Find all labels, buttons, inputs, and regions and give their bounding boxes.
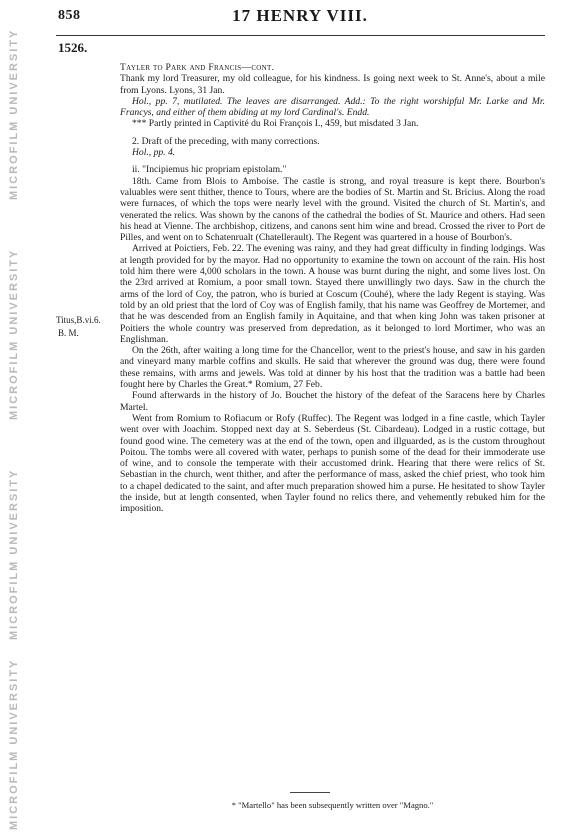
paragraph-romium: Went from Romium to Rofiacum or Rofy (Ruffec). The Regent was lodged in a fine castle, which Tayler went over with Joachim. Stopped next day at S. Seberdeus (St. Cibardeau). Lodged in a rustic cottage, but found good wine. The cemetery was at the end of the town, open and illguarded, as is the custom throughout Poitou. The tombs were all covered with water, perhaps to punish some of the dead for their immoderate use of wine, and to console the temperate with their accustomed drink. Hearing that there were relics of St. Sebastian in the church, went thither, and after the performance of mass, asked the chief priest, who took him to a chapel dedicated to the saint, and after much preparation showed him a purse. He hesitated to show Tayler the inside, but at length consented, when Tayler found no relics there, and vehemently rebuked him for the imposition. <box>120 412 545 515</box>
paragraph-draft: 2. Draft of the preceding, with many corrections. <box>132 135 320 147</box>
year-label: 1526. <box>58 40 88 55</box>
watermark-text-4: MICROFILM UNIVERSITY <box>8 658 20 830</box>
watermark-text-3: MICROFILM UNIVERSITY <box>8 468 20 640</box>
paragraph-draft-description: Hol., pp. 4. <box>132 147 176 159</box>
paragraph-closing: Thank my lord Treasurer, my old colleague, for his kindness. Is going next week to St. Anne's, about a mile from Lyons. Lyons, 31 Jan. <box>120 73 545 96</box>
paragraph-description: Hol., pp. 7, mutilated. The leaves are disarranged. Add.: To the right worshipful Mr. Larke and Mr. Francys, and either of them abiding at my lord Cardinal's. Endd. <box>120 95 545 119</box>
paragraph-bouchet: Found afterwards in the history of Jo. Bouchet the history of the defeat of the Saracens here by Charles Martel. <box>120 390 545 413</box>
running-title: 17 HENRY VIII. <box>232 6 368 25</box>
letter-heading: Tayler to Park and Francis—cont. <box>120 62 275 73</box>
paragraph-poictiers: Arrived at Poictiers, Feb. 22. The evening was rainy, and they had great difficulty in finding lodgings. Was at length provided for by the mayor. Had no opportunity to examine the town on account of the rain. His host told him there were 4,000 scholars in the town. A house was burnt during the night, and some lives lost. On the 23rd arrived at Romium, a poor small town. Stayed there unwillingly two days. Saw in the church the arms of the lord of Coy, the patron, who is buried at Coscum (Couhé), where the lady Regent is staying. Was told by an old priest that the lord of Coy was of English family, that his name was Geoffrey de Mortemer, and that he was descended from an English family in Aquitaine, and that when king John was taken prisoner at Poitiers the whole country was preserved from depredation, as it belonged to lord Mortimer, who was an Englishman. <box>120 243 545 345</box>
paragraph-18th: 18th. Came from Blois to Amboise. The castle is strong, and royal treasure is kept there. Bourbon's valuables were sent thither, thence to Tours, where are the bodies of St. Martin and St. Bricius. Along the road were furnaces, of which the tops were nearly level with the ground. Visited the church of St. Martin's, and venerated the relics. Was shown by the canons of the cathedral the bodies of St. Maurice and others. Had seen his head at Vienne. The archbishop, citizens, and canons sent him wine and bread. Crossed the river to Port de Pilles, and went on to Schatenrualt (Chatellerault). The Regent was quartered in a house of Bourbon's. <box>120 175 545 244</box>
side-watermark <box>4 0 38 832</box>
footnote-rule <box>290 792 330 793</box>
paragraph-incipit: ii. "Incipiemus hic propriam epistolam." <box>132 164 287 176</box>
margin-references <box>56 314 116 340</box>
paragraph-printed-note: *** Partly printed in Captivité du Roi François I., 459, but misdated 3 Jan. <box>132 118 419 130</box>
margin-ref-library: B. M. <box>58 328 79 338</box>
page-number: 858 <box>58 8 81 23</box>
header-rule <box>56 35 545 36</box>
footnote: * "Martello" has been subsequently written over "Magno." <box>231 800 434 810</box>
watermark-text-2: MICROFILM UNIVERSITY <box>8 248 20 420</box>
watermark-text-1: MICROFILM UNIVERSITY <box>8 28 20 200</box>
margin-ref-manuscript: Titus,B.vi.6. <box>56 315 101 325</box>
document-body <box>120 62 545 515</box>
paragraph-26th: On the 26th, after waiting a long time for the Chancellor, went to the priest's house, and saw in his garden and vineyard many marble coffins and skulls. He said that wherever the ground was dug, there were found these remains, with arms and jewels. Was told at dinner by his host that the tradition was a battle had been fought here by Charles the Great.* Romium, 27 Feb. <box>120 345 545 391</box>
page-header <box>50 6 550 32</box>
